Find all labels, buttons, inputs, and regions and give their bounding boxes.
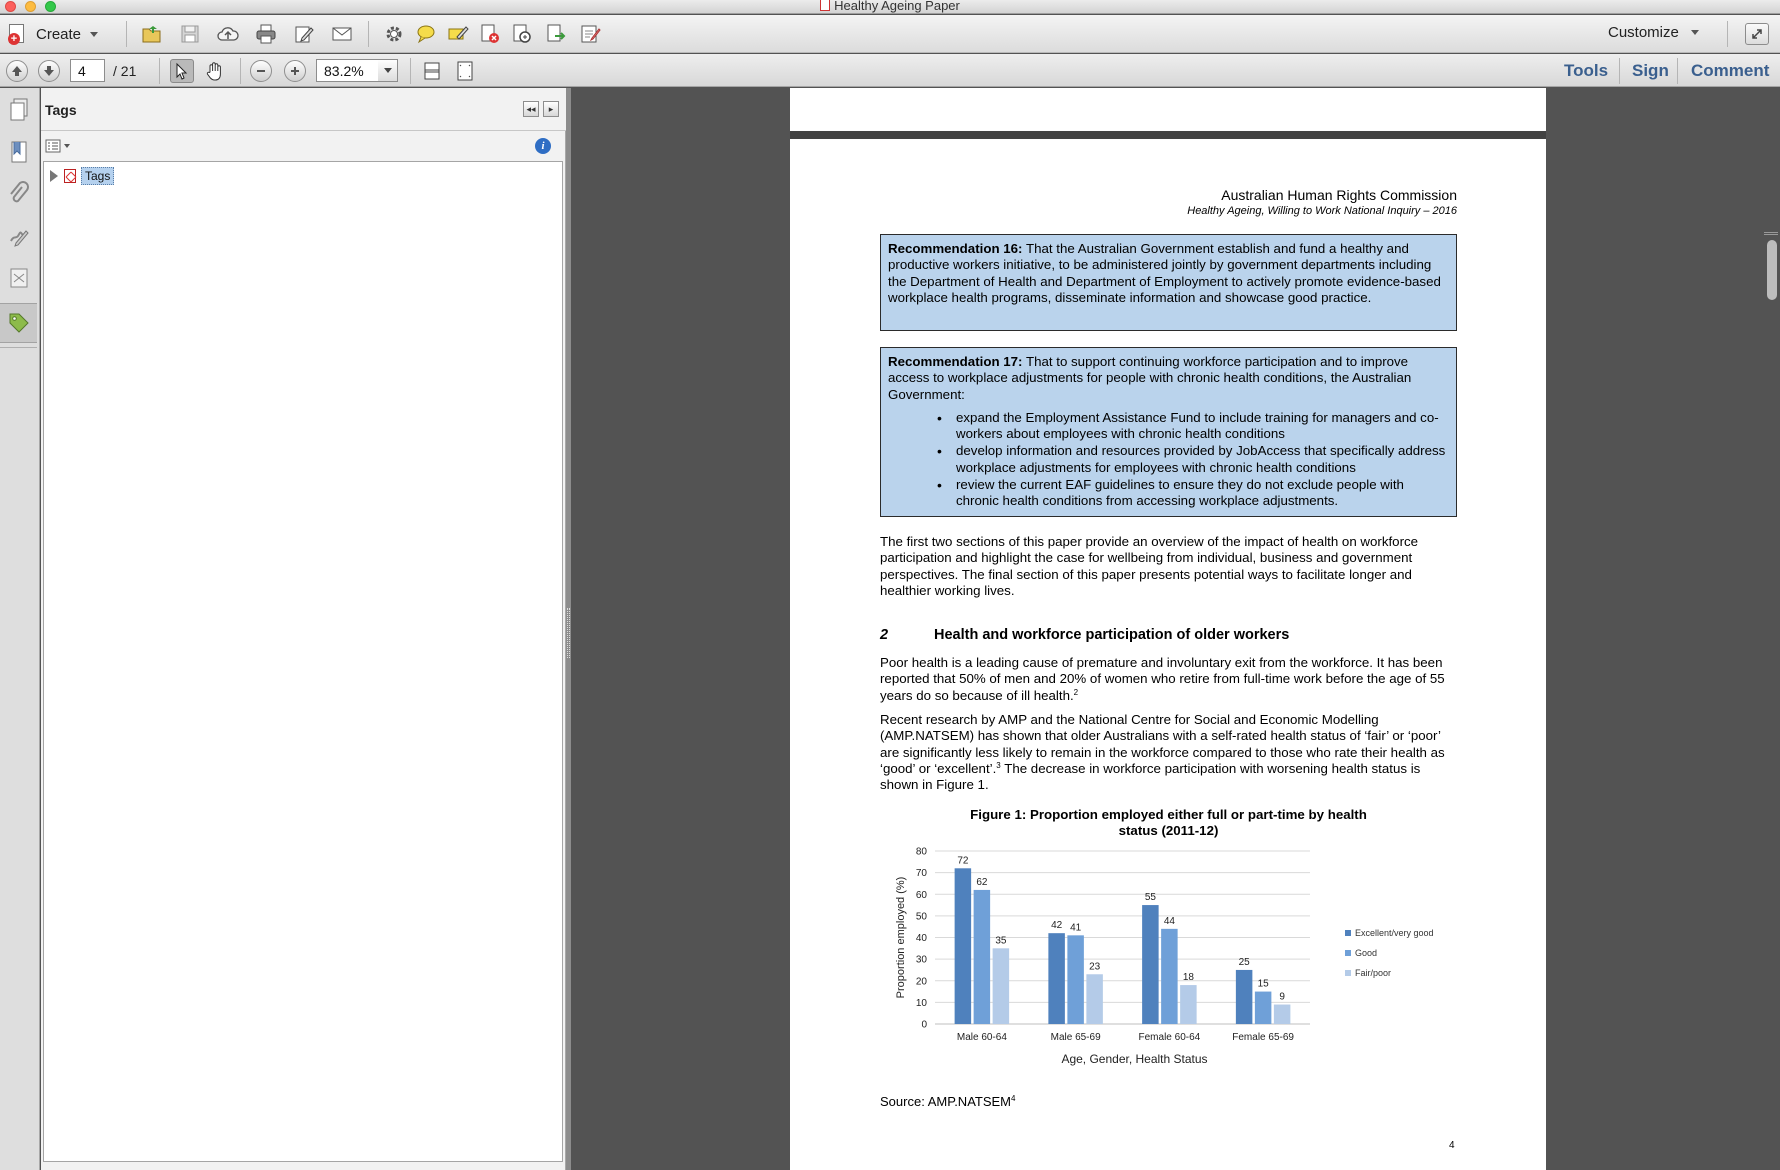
toolbar-divider [1727, 21, 1728, 47]
paragraph-text: Recent research by AMP and the National Centre for Social and Economic Modelling (AMP.NATSEM) has shown that older Australians with a self-rated health status of ‘fair’ or ‘poor’ are significantly less likely to remain in the workforce compared to those who rate their health as ‘good’ or ‘excellent’. [880, 712, 1445, 776]
bar [993, 948, 1010, 1024]
y-tick-label: 0 [921, 1019, 927, 1031]
legend-label: Fair/poor [1355, 968, 1392, 978]
page-header-subtitle: Healthy Ageing, Willing to Work National Inquiry – 2016 [1187, 205, 1457, 217]
zoom-in-button[interactable] [284, 60, 306, 82]
tags-panel-header [41, 88, 566, 131]
data-label: 23 [1089, 961, 1101, 973]
list-options-icon [45, 139, 61, 153]
tree-item-label: Tags [81, 167, 114, 185]
recommendation-label: Recommendation 16: [888, 241, 1023, 256]
x-tick-label: Female 65-69 [1232, 1032, 1294, 1043]
y-tick-label: 50 [915, 911, 927, 923]
window-title [0, 0, 1780, 13]
body-paragraph: The first two sections of this paper provide an overview of the impact of health on workforce participation and highlight the case for wellbeing from individual, business and government perspectives. The final section of this paper presents potential ways to facilitate longer and healthier working lives. [880, 534, 1419, 598]
signatures-button[interactable] [0, 216, 37, 256]
section-heading [880, 627, 1289, 643]
gear-icon[interactable] [382, 22, 406, 46]
highlight-icon[interactable] [446, 22, 470, 46]
scan-icon[interactable] [510, 22, 534, 46]
print-icon[interactable] [254, 22, 278, 46]
save-icon[interactable] [178, 22, 202, 46]
pdf-page [790, 139, 1546, 1170]
title-bar [0, 0, 1780, 14]
footnote-ref[interactable]: 2 [1073, 687, 1079, 697]
hand-tool-button[interactable] [203, 59, 227, 83]
legend-label: Good [1355, 948, 1378, 958]
source-text: Source: AMP.NATSEM [880, 1094, 1012, 1109]
pages-icon [8, 97, 30, 123]
data-label: 35 [995, 935, 1007, 947]
figure-title [880, 807, 1457, 839]
bar [1142, 905, 1159, 1024]
y-tick-label: 40 [915, 933, 927, 944]
page-gap [790, 131, 1546, 139]
paperclip-icon [8, 181, 30, 207]
y-tick-label: 10 [915, 997, 927, 1009]
toolbar-divider [240, 58, 241, 84]
data-label: 62 [976, 876, 988, 888]
y-tick-label: 80 [915, 846, 927, 858]
cloud-upload-icon[interactable] [216, 22, 240, 46]
plus-icon [289, 65, 301, 77]
create-button[interactable] [8, 23, 98, 45]
section-title: Health and workforce participation of older workers [934, 627, 1290, 643]
chevron-down-icon [90, 32, 98, 37]
create-pdf-icon: + [8, 23, 28, 45]
data-label: 25 [1238, 956, 1250, 968]
toolbar-divider [159, 58, 160, 84]
recommendation-16-box [880, 234, 1457, 331]
attachments-button[interactable] [0, 174, 37, 214]
hand-icon [204, 60, 226, 82]
body-paragraph [880, 712, 1460, 793]
page-number-input[interactable] [70, 59, 105, 82]
arrow-down-icon [43, 65, 55, 77]
figure-source [880, 1094, 1015, 1109]
figure-title-line: status (2011-12) [1118, 823, 1219, 838]
recommendation-label: Recommendation 17: [888, 354, 1023, 369]
data-label: 9 [1279, 991, 1285, 1003]
sign-link[interactable]: Sign [1632, 61, 1669, 80]
toolbar-divider [368, 21, 369, 47]
tags-tree [43, 161, 563, 1162]
paragraph-text: Poor health is a leading cause of premature and involuntary exit from the workforce. It has been reported that 50% of men and 20% of women who retire from full-time work before the age of 55 years do so because of ill health. [880, 655, 1445, 703]
page-thumbnails-button[interactable] [0, 90, 37, 130]
navigation-pane-rail [0, 88, 40, 1170]
bookmarks-button[interactable] [0, 132, 37, 172]
arrow-up-icon [11, 65, 23, 77]
vertical-scrollbar[interactable] [1767, 240, 1777, 300]
pdf-file-icon [820, 0, 830, 11]
previous-page-button[interactable] [6, 60, 28, 82]
legend-swatch [1345, 970, 1351, 976]
data-label: 55 [1144, 892, 1156, 904]
tags-panel [41, 88, 566, 1170]
bar [1048, 933, 1065, 1024]
section-number: 2 [880, 627, 889, 643]
x-tick-label: Male 65-69 [1050, 1032, 1101, 1043]
tree-item-tags-root[interactable] [50, 167, 114, 185]
tags-panel-title: Tags [45, 102, 77, 118]
footnote-ref[interactable]: 3 [996, 760, 1001, 770]
scrollbar-splitter[interactable] [1764, 232, 1778, 235]
figure-title-line: Figure 1: Proportion employed either full or part-time by health [970, 807, 1367, 822]
layers-button[interactable] [0, 258, 37, 298]
main-toolbar [0, 15, 1780, 53]
bar [1180, 985, 1197, 1024]
x-axis-title: Age, Gender, Health Status [1061, 1052, 1208, 1066]
bookmark-icon [8, 139, 30, 165]
document-view[interactable] [571, 88, 1780, 1170]
customize-label: Customize [1608, 24, 1679, 41]
recommendation-bullets [888, 410, 1449, 510]
bar [1161, 929, 1178, 1024]
bar [974, 890, 991, 1024]
toolbar-divider [1619, 58, 1620, 84]
chevron-down-icon [1691, 30, 1699, 35]
footnote-ref[interactable]: 4 [1011, 1094, 1016, 1103]
recommendation-text: That to support continuing workforce participation and to improve access to workplace adjustments for people with chronic health conditions, the Australian Government: [888, 354, 1412, 402]
paragraph-text: The decrease in workforce participation with worsening health status is shown in Figure 1. [880, 760, 1421, 793]
info-icon[interactable]: i [535, 138, 551, 154]
fit-width-button[interactable] [420, 59, 444, 83]
page-header-org: Australian Human Rights Commission [1221, 187, 1457, 203]
collapse-panel-button[interactable]: ◂◂ [523, 101, 539, 117]
list-item: • develop information and resources provided by JobAccess that specifically address workplace adjustments for employees with chronic health conditions [940, 443, 1449, 476]
edit-icon[interactable] [292, 22, 316, 46]
expand-panel-button[interactable]: ▸ [543, 101, 559, 117]
recommendation-text: That the Australian Government establish and fund a healthy and productive workers initiative, to be administered jointly by government departments including the Department of Health and Department of Employment to actively promote evidence-based workplace health programs, disseminate information and showcase good practice. [888, 241, 1441, 305]
bar-chart [880, 839, 1460, 1084]
toolbar-divider [126, 21, 127, 47]
list-item: • review the current EAF guidelines to ensure they do not exclude people with chronic health conditions from accessing workplace adjustments. [940, 477, 1449, 510]
tag-icon [7, 311, 31, 335]
data-label: 41 [1070, 922, 1082, 934]
recommendation-17-box [880, 347, 1457, 517]
customize-button[interactable] [1608, 24, 1699, 41]
y-tick-label: 60 [915, 889, 927, 901]
page-number: 4 [1449, 1140, 1455, 1151]
tags-button[interactable] [0, 303, 37, 343]
list-item: • expand the Employment Assistance Fund to include training for managers and co-workers about employees with chronic health conditions [940, 410, 1449, 443]
data-label: 15 [1257, 978, 1269, 990]
y-axis-title: Proportion employed (%) [895, 876, 907, 999]
pdf-document-icon [64, 169, 76, 183]
zoom-out-button[interactable] [250, 60, 272, 82]
window-title-text: Healthy Ageing Paper [834, 0, 960, 13]
layers-icon [8, 265, 30, 291]
toolbar-divider [1677, 58, 1678, 84]
fullscreen-button[interactable] [1745, 23, 1769, 45]
x-tick-label: Male 60-64 [956, 1032, 1007, 1043]
fit-page-icon [454, 60, 476, 82]
expand-icon [1746, 24, 1768, 44]
zoom-dropdown[interactable] [378, 59, 398, 82]
zoom-input[interactable] [316, 59, 379, 82]
y-tick-label: 20 [915, 976, 927, 988]
export-icon[interactable] [544, 22, 568, 46]
x-tick-label: Female 60-64 [1138, 1032, 1201, 1043]
toolbar-divider [410, 58, 411, 84]
fit-page-button[interactable] [453, 59, 477, 83]
data-label: 42 [1051, 920, 1063, 932]
y-tick-label: 30 [915, 954, 927, 966]
signature-icon [8, 223, 30, 249]
data-label: 72 [957, 855, 969, 867]
expand-arrow-icon[interactable] [50, 170, 58, 182]
legend-label: Excellent/very good [1355, 928, 1434, 938]
select-tool-button[interactable] [170, 59, 194, 83]
next-page-button[interactable] [38, 60, 60, 82]
create-label: Create [36, 25, 82, 43]
bar [1255, 992, 1272, 1024]
cursor-icon [174, 62, 190, 80]
form-icon[interactable] [578, 22, 602, 46]
bar [1236, 970, 1253, 1024]
splitter-grip[interactable] [567, 608, 570, 658]
chevron-down-icon [384, 68, 392, 73]
open-icon[interactable] [140, 22, 164, 46]
body-paragraph [880, 655, 1460, 704]
y-tick-label: 70 [915, 868, 927, 880]
data-label: 44 [1163, 915, 1175, 927]
bar [1274, 1005, 1291, 1024]
page-total: / 21 [113, 63, 137, 79]
fit-width-icon [421, 60, 443, 82]
bar [1067, 935, 1084, 1024]
tools-link[interactable]: Tools [1564, 61, 1609, 80]
previous-page-bottom [790, 88, 1546, 131]
chevron-down-icon [64, 144, 70, 148]
comment-link[interactable]: Comment [1691, 61, 1770, 80]
bar [1086, 974, 1103, 1024]
legend-swatch [1345, 930, 1351, 936]
legend-swatch [1345, 950, 1351, 956]
minus-icon [255, 65, 267, 77]
email-icon[interactable] [330, 22, 354, 46]
options-menu-button[interactable] [45, 138, 71, 154]
bar [955, 868, 972, 1024]
delete-page-icon[interactable] [478, 22, 502, 46]
comment-icon[interactable] [414, 22, 438, 46]
navigation-toolbar [0, 54, 1780, 87]
data-label: 18 [1182, 972, 1194, 984]
